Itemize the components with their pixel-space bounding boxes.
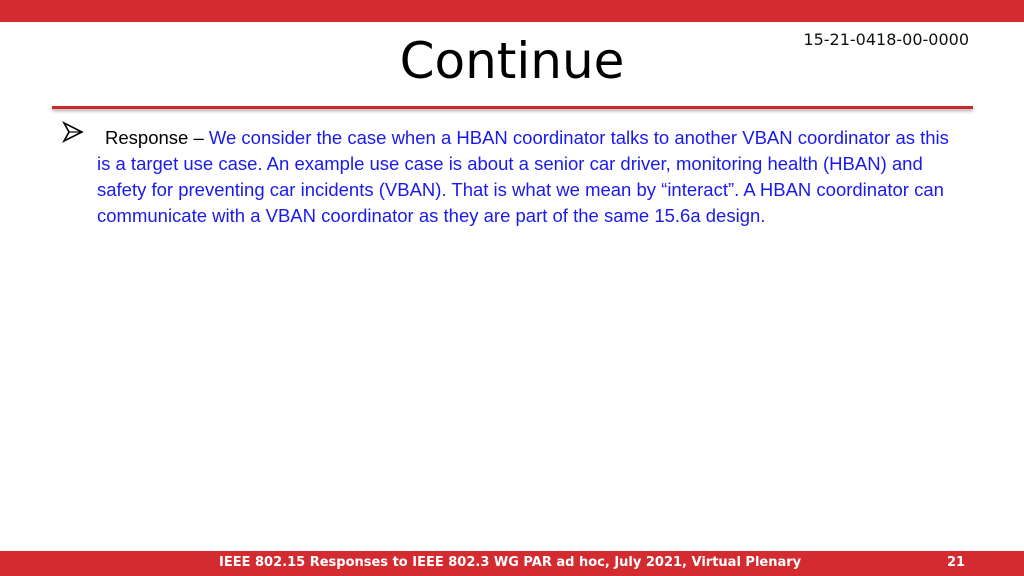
page-number: 21 [947,555,966,570]
arrow-bullet-icon [62,121,84,143]
document-number: 15-21-0418-00-0000 [803,30,969,49]
response-label: Response – [105,127,204,148]
top-accent-bar [0,0,1024,22]
footer-text: IEEE 802.15 Responses to IEEE 802.3 WG PAR ad hoc, July 2021, Virtual Plenary [219,555,802,570]
title-divider [52,106,973,109]
response-paragraph [97,125,967,229]
slide-title: Continue [399,32,625,90]
response-text: We consider the case when a HBAN coordinator talks to another VBAN coordinator as this is a target use case. An example use case is about a senior car driver, monitoring health (HBAN) and safety for preventing car incidents (VBAN). That is what we mean by “interact”. A HBAN coordinator can communicate with a VBAN coordinator as they are part of the same 15.6a design. [97,127,949,226]
